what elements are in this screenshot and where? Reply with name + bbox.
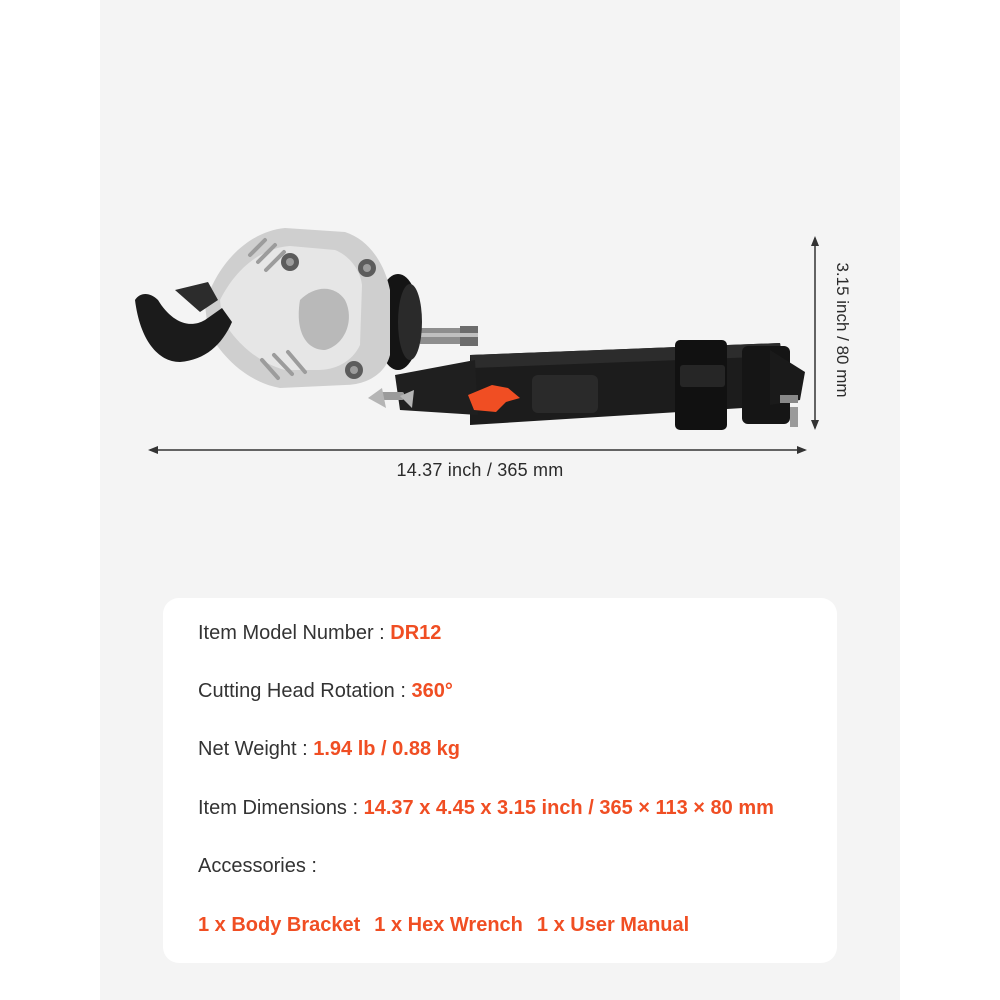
spec-item-dimensions bbox=[198, 797, 774, 820]
accessory-body-bracket: 1 x Body Bracket bbox=[198, 914, 361, 936]
length-dimension-line bbox=[148, 446, 807, 454]
spec-label: Net Weight : bbox=[198, 738, 314, 760]
length-dimension-label: 14.37 inch / 365 mm bbox=[396, 460, 564, 480]
spec-label: Item Model Number : bbox=[198, 622, 391, 644]
hex-shank bbox=[420, 326, 478, 346]
accessory-hex-wrench: 1 x Hex Wrench bbox=[374, 914, 523, 936]
cutting-head bbox=[205, 228, 390, 388]
spec-label: Item Dimensions : bbox=[198, 797, 364, 819]
spec-value: 360° bbox=[411, 680, 453, 702]
accessory-user-manual: 1 x User Manual bbox=[536, 914, 690, 936]
height-dimension-label: 3.15 inch / 80 mm bbox=[833, 262, 852, 398]
spec-value: DR12 bbox=[390, 622, 442, 644]
spec-head-rotation bbox=[198, 680, 453, 703]
spec-card bbox=[163, 598, 837, 963]
spec-label: Cutting Head Rotation : bbox=[198, 680, 412, 702]
spec-net-weight bbox=[198, 738, 460, 761]
body-bracket bbox=[395, 340, 805, 430]
accessories-list bbox=[198, 914, 703, 937]
spec-value: 14.37 x 4.45 x 3.15 inch / 365 × 113 × 80 mm bbox=[363, 797, 774, 819]
spec-accessories-label: Accessories : bbox=[198, 855, 317, 877]
spec-model-number bbox=[198, 622, 441, 645]
spec-value: 1.94 lb / 0.88 kg bbox=[313, 738, 460, 760]
height-dimension-line bbox=[811, 236, 819, 430]
